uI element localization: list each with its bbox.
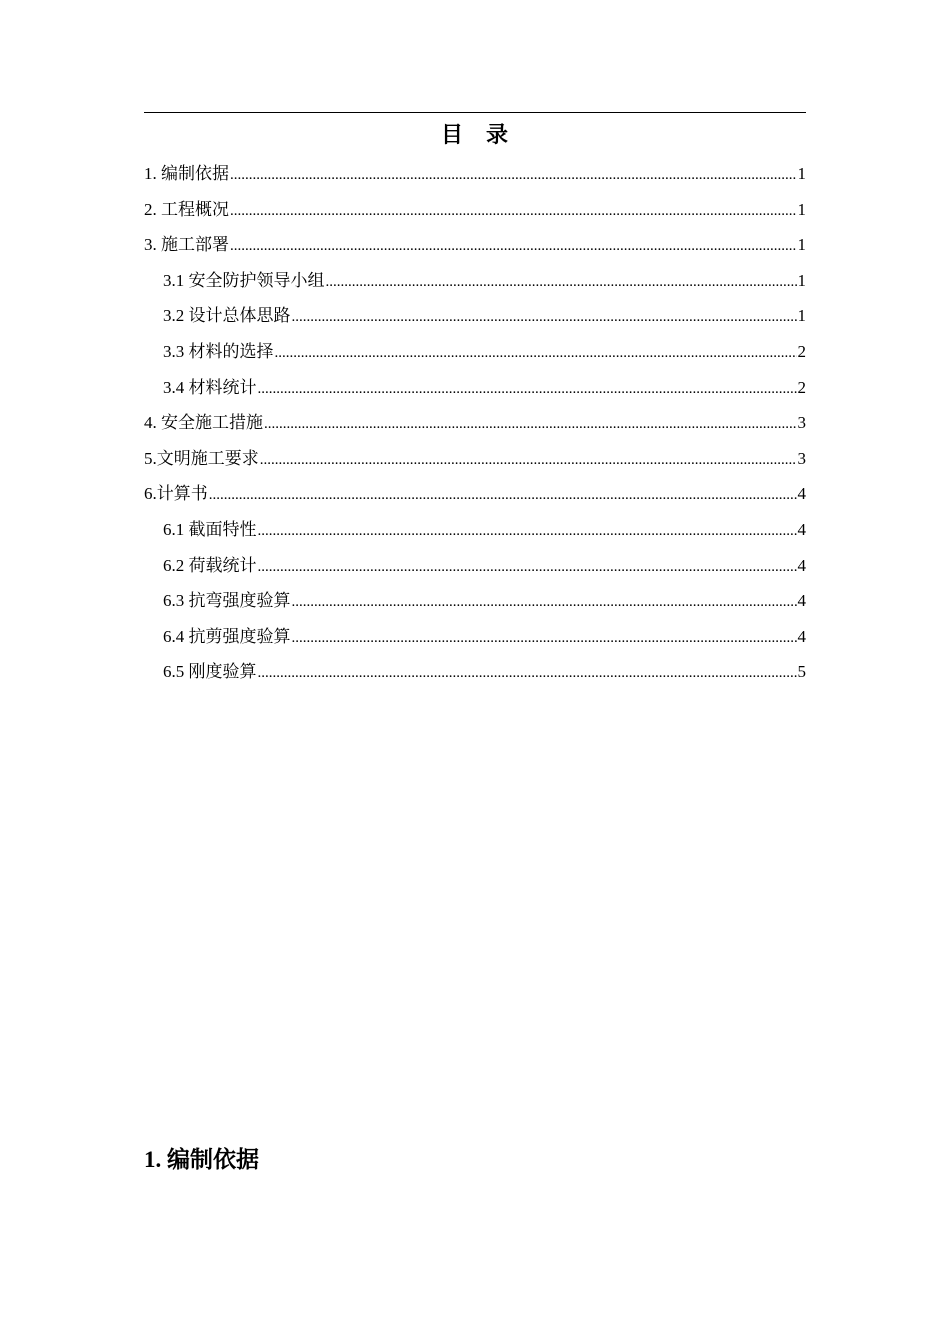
toc-entry-page-number: 2	[797, 341, 806, 361]
toc-entry-label[interactable]: 5.文明施工要求	[144, 448, 259, 468]
toc-entry-label[interactable]: 3. 施工部署	[144, 235, 229, 255]
toc-entry-label[interactable]: 6.3 抗弯强度验算	[163, 591, 291, 611]
toc-entry[interactable]	[144, 619, 806, 655]
toc-dot-leader	[260, 443, 797, 479]
toc-entry[interactable]	[144, 583, 806, 619]
toc-entry-label[interactable]: 3.2 设计总体思路	[163, 306, 291, 326]
toc-entry-page-number: 1	[797, 199, 806, 219]
table-of-contents	[144, 156, 806, 690]
toc-title-char-1: 目	[440, 123, 464, 148]
toc-entry-page-number: 3	[797, 448, 806, 468]
toc-dot-leader	[258, 372, 797, 408]
toc-entry[interactable]	[144, 156, 806, 192]
toc-entry[interactable]	[144, 405, 806, 441]
toc-entry-label[interactable]: 6.5 刚度验算	[163, 662, 257, 682]
toc-dot-leader	[258, 656, 797, 692]
toc-dot-leader	[292, 585, 797, 621]
toc-entry-page-number: 3	[797, 413, 806, 433]
toc-entry-label[interactable]: 6.2 荷载统计	[163, 555, 257, 575]
toc-dot-leader	[230, 194, 797, 230]
toc-entry-page-number: 1	[797, 164, 806, 183]
toc-entry[interactable]	[144, 654, 806, 690]
toc-dot-leader	[326, 265, 797, 301]
toc-entry-label[interactable]: 3.4 材料统计	[163, 377, 257, 397]
toc-entry[interactable]	[144, 441, 806, 477]
toc-entry[interactable]	[144, 263, 806, 299]
toc-entry-page-number: 1	[797, 306, 806, 326]
toc-title-char-2: 录	[486, 123, 510, 148]
toc-dot-leader	[292, 300, 797, 336]
toc-entry-page-number: 5	[797, 662, 806, 682]
toc-entry[interactable]	[144, 227, 806, 263]
toc-dot-leader	[230, 158, 797, 194]
toc-entry-label[interactable]: 3.1 安全防护领导小组	[163, 270, 325, 290]
toc-entry-page-number: 4	[797, 626, 806, 646]
toc-entry[interactable]	[144, 548, 806, 584]
toc-dot-leader	[230, 229, 797, 265]
toc-dot-leader	[275, 336, 797, 372]
toc-dot-leader	[264, 407, 797, 443]
toc-entry-page-number: 1	[797, 270, 806, 290]
toc-dot-leader	[209, 478, 797, 514]
toc-entry-page-number: 2	[797, 377, 806, 397]
header-rule	[144, 112, 806, 113]
toc-dot-leader	[292, 621, 797, 657]
toc-entry-label[interactable]: 2. 工程概况	[144, 199, 229, 219]
toc-entry[interactable]	[144, 370, 806, 406]
toc-entry-page-number: 4	[797, 519, 806, 539]
toc-entry[interactable]	[144, 334, 806, 370]
toc-dot-leader	[258, 514, 797, 550]
toc-entry-label[interactable]: 6.1 截面特性	[163, 519, 257, 539]
toc-entry[interactable]	[144, 512, 806, 548]
toc-entry[interactable]	[144, 192, 806, 228]
toc-dot-leader	[258, 550, 797, 586]
toc-entry-page-number: 4	[797, 484, 806, 504]
toc-entry-page-number: 4	[797, 555, 806, 575]
toc-entry-page-number: 4	[797, 591, 806, 611]
toc-entry[interactable]	[144, 476, 806, 512]
toc-entry-label[interactable]: 6.计算书	[144, 484, 208, 504]
section-heading: 1. 编制依据	[144, 1147, 259, 1172]
toc-entry-label[interactable]: 6.4 抗剪强度验算	[163, 626, 291, 646]
toc-title	[144, 118, 806, 154]
toc-entry-label[interactable]: 4. 安全施工措施	[144, 413, 263, 433]
toc-entry-label[interactable]: 1. 编制依据	[144, 164, 229, 183]
toc-entry[interactable]	[144, 298, 806, 334]
toc-entry-label[interactable]: 3.3 材料的选择	[163, 341, 274, 361]
toc-entry-page-number: 1	[797, 235, 806, 255]
